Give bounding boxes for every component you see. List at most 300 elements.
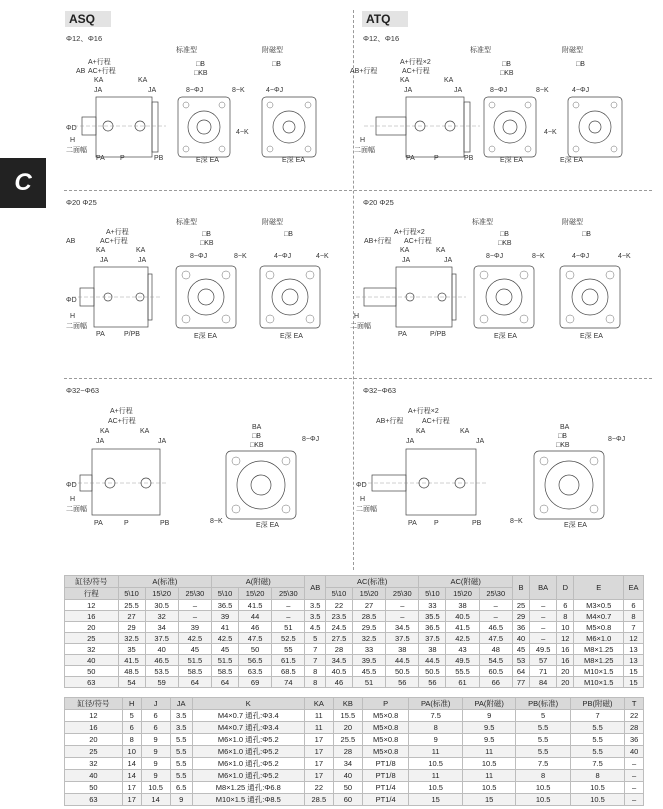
dim-k-holes-atq: 8−K	[536, 87, 549, 94]
table2-cell: 10.5	[462, 782, 516, 794]
table2-cell: 5.5	[570, 722, 624, 734]
table1-cell: –	[479, 600, 512, 611]
table2-header-cell: PA(标准)	[409, 698, 463, 710]
th-stroke-range: 25\30	[479, 588, 512, 600]
table2-header-cell: PB(附磁)	[570, 698, 624, 710]
dim-j-holes-r2-atq: 8−ΦJ	[486, 253, 504, 260]
row-divider-2	[64, 378, 652, 379]
table1-cell: 38	[419, 644, 446, 655]
table2-cell: M5×0.8	[362, 710, 409, 722]
dim-e-ea-r3: E深 EA	[256, 522, 279, 529]
table2-header-cell: KA	[304, 698, 333, 710]
table1-cell: 53.5	[145, 666, 178, 677]
dim-e-ea-atq: E深 EA	[500, 157, 523, 164]
table1-cell: 27.5	[326, 633, 353, 644]
dim-k-holes-r2-mag: 4−K	[316, 253, 329, 260]
table-row	[65, 633, 644, 644]
table1-cell: 61.5	[272, 655, 305, 666]
table1-cell: 84	[530, 677, 557, 688]
table1-cell: 41	[212, 622, 239, 633]
dim-sq-b-atq-mag: □B	[576, 61, 585, 68]
dim-ka-r3: KA	[100, 428, 110, 435]
dim-pb-r3-atq: PB	[472, 520, 482, 527]
table2-header-row	[65, 698, 644, 710]
dim-p-atq: P	[434, 155, 439, 162]
table1-cell: M10×1.5	[574, 666, 624, 677]
table2-cell: 5.5	[170, 746, 192, 758]
table1-cell: –	[530, 611, 557, 622]
table1-cell: 13	[623, 644, 643, 655]
table2-cell: 5.5	[516, 746, 570, 758]
table2-cell: 14	[141, 794, 170, 806]
table1-cell: 47.5	[479, 633, 512, 644]
dim-j-holes-atq-mag: 4−ΦJ	[572, 87, 590, 94]
table2-cell: 50	[65, 782, 123, 794]
dim-k-holes-r3: 8−K	[210, 518, 223, 525]
dim-j-holes: 8−ΦJ	[186, 87, 204, 94]
table1-cell: 35.5	[419, 611, 446, 622]
table1-cell: 33	[352, 644, 385, 655]
table1-cell: 10	[557, 622, 574, 633]
table2-cell: 5.5	[570, 746, 624, 758]
table1-cell: 48	[479, 644, 512, 655]
dim-k-holes-r2: 8−K	[234, 253, 247, 260]
table1-cell: M4×0.7	[574, 611, 624, 622]
section-label-asq-32-63: Φ32~Φ63	[66, 386, 100, 395]
dim-ja: JA	[94, 87, 103, 94]
dim-ab-stroke-r2: AB+行程	[364, 238, 392, 245]
table2-cell: 5.5	[170, 758, 192, 770]
table1-cell: 77	[512, 677, 529, 688]
table1-cell: 37.5	[386, 633, 419, 644]
dim-k-holes-r2-atq-mag: 4−K	[618, 253, 631, 260]
table2-cell: 10.5	[570, 794, 624, 806]
table1-cell: 63.5	[238, 666, 271, 677]
dim-sq-b-mag: □B	[272, 61, 281, 68]
table2-header-cell: PA(附磁)	[462, 698, 516, 710]
table1-cell: –	[479, 611, 512, 622]
dim-pa-r3-atq: PA	[408, 520, 417, 527]
dim-ja-r2-atq: JA	[402, 257, 411, 264]
table1-cell: –	[386, 600, 419, 611]
dim-e-ea-r2-mag: E深 EA	[280, 333, 303, 340]
table1-cell: 50	[65, 666, 119, 677]
table1-cell: 22	[326, 600, 353, 611]
dim-p: P	[120, 155, 125, 162]
table1-cell: 28.5	[352, 611, 385, 622]
table1-cell: 34.5	[386, 622, 419, 633]
table1-cell: –	[530, 622, 557, 633]
section-label-atq-12-16: Φ12、Φ16	[363, 34, 400, 43]
table-row	[65, 710, 644, 722]
table2-cell: 7	[570, 710, 624, 722]
drawing-asq-20-25	[66, 212, 348, 362]
table2-cell: 8	[409, 722, 463, 734]
dim-two-flat: 二面幅	[66, 147, 87, 154]
dim-ja-atq-2: JA	[454, 87, 463, 94]
table2-cell: 9	[170, 794, 192, 806]
table1-cell: 37.5	[419, 633, 446, 644]
table2-cell: 3.5	[170, 722, 192, 734]
table2-cell: 5	[516, 710, 570, 722]
dim-j-holes-r3-atq: 8−ΦJ	[608, 436, 626, 443]
table2-cell: PT1/8	[362, 758, 409, 770]
table2-cell: 14	[122, 770, 141, 782]
table1-cell: 3.5	[305, 611, 326, 622]
dim-ab-r2: AB	[66, 238, 76, 245]
table2-cell: 3.5	[170, 710, 192, 722]
table1-cell: 3.5	[305, 600, 326, 611]
dim-sq-b-r2: □B	[202, 231, 211, 238]
table2-cell: 17	[122, 794, 141, 806]
table1-cell: 45	[212, 644, 239, 655]
th-bore: 缸径/符号	[65, 576, 119, 588]
table-row	[65, 758, 644, 770]
table1-cell: 45	[178, 644, 211, 655]
dim-ac-stroke-atq: AC+行程	[402, 68, 430, 75]
dim-phi-d-r3-atq: ΦD	[356, 482, 367, 489]
label-magnetic-r2-atq: 附磁型	[562, 219, 583, 226]
table1-cell: 59	[145, 677, 178, 688]
table1-cell: 44.5	[386, 655, 419, 666]
dim-ac-stroke-r2-atq: AC+行程	[404, 238, 432, 245]
dim-p-r3: P	[124, 520, 129, 527]
table2-cell: 9	[141, 734, 170, 746]
th-ac-standard: AC(标准)	[326, 576, 419, 588]
table1-cell: M3×0.5	[574, 600, 624, 611]
dim-ac-stroke: AC+行程	[88, 68, 116, 75]
table1-cell: 23.5	[326, 611, 353, 622]
table1-cell: 30.5	[145, 600, 178, 611]
dim-ja-r2: JA	[100, 257, 109, 264]
table-row	[65, 666, 644, 677]
table1-cell: 50.5	[386, 666, 419, 677]
dim-ka-atq-2: KA	[444, 77, 454, 84]
table1-cell: 41.5	[238, 600, 271, 611]
th-ac-magnetic: AC(附磁)	[419, 576, 512, 588]
table2-cell: 17	[304, 758, 333, 770]
table2-cell: 25.5	[333, 734, 362, 746]
table-row	[65, 782, 644, 794]
table1-cell: 13	[623, 655, 643, 666]
table1-cell: 29	[118, 622, 145, 633]
table2-cell: 5.5	[516, 734, 570, 746]
table2-cell: 10.5	[409, 758, 463, 770]
table1-cell: –	[178, 600, 211, 611]
dim-sq-b-r3-atq: □B	[558, 433, 567, 440]
table2-cell: 28	[333, 746, 362, 758]
table2-cell: 36	[625, 734, 644, 746]
table2-cell: 8	[516, 770, 570, 782]
dim-h-r2: H	[70, 313, 76, 320]
dim-k-holes-mag: 4−K	[236, 129, 249, 136]
dim-sq-b-r2-atq-mag: □B	[582, 231, 591, 238]
table1-cell: 56	[386, 677, 419, 688]
th-e: E	[574, 576, 624, 600]
dim-ka-r2-2: KA	[136, 247, 146, 254]
table1-cell: –	[530, 600, 557, 611]
table2-cell: M6×1.0 通孔:Φ5.2	[192, 758, 304, 770]
dim-k-holes-atq-mag: 4−K	[544, 129, 557, 136]
table1-cell: 16	[557, 644, 574, 655]
table1-cell: 27	[352, 600, 385, 611]
table1-cell: 53	[512, 655, 529, 666]
table2-cell: –	[625, 794, 644, 806]
table2-cell: 63	[65, 794, 123, 806]
dim-p-pb-r2: P/PB	[124, 331, 140, 338]
table2-cell: –	[625, 758, 644, 770]
th-stroke-range: 5\10	[419, 588, 446, 600]
table2-cell: 5.5	[570, 734, 624, 746]
table2-cell: 11	[304, 722, 333, 734]
table1-cell: 42.5	[446, 633, 479, 644]
th-stroke-range: 25\30	[178, 588, 211, 600]
table2-cell: 17	[304, 746, 333, 758]
table1-cell: 7	[305, 655, 326, 666]
table1-cell: 52.5	[272, 633, 305, 644]
table2-cell: 28	[625, 722, 644, 734]
dim-j-holes-r2: 8−ΦJ	[190, 253, 208, 260]
table1-cell: 40	[145, 644, 178, 655]
table2-cell: 6	[141, 722, 170, 734]
table2-cell: 60	[333, 794, 362, 806]
dim-pa-r2: PA	[96, 331, 105, 338]
table1-cell: 12	[65, 600, 119, 611]
table1-cell: 16	[557, 655, 574, 666]
table1-cell: 29.5	[352, 622, 385, 633]
table2-header-cell: P	[362, 698, 409, 710]
table2-cell: 9.5	[462, 734, 516, 746]
table2-cell: 10.5	[516, 782, 570, 794]
table2-cell: 40	[625, 746, 644, 758]
dim-ab-stroke: AB+行程	[350, 68, 378, 75]
table1-cell: 32	[145, 611, 178, 622]
th-stroke-range: 15\20	[446, 588, 479, 600]
table1-cell: 38	[386, 644, 419, 655]
table1-cell: 40.5	[326, 666, 353, 677]
dim-two-flat-r2: 二面幅	[66, 323, 87, 330]
table2-cell: 10.5	[141, 782, 170, 794]
table1-cell: –	[178, 611, 211, 622]
table2-cell: 11	[462, 770, 516, 782]
table2-cell: 5.5	[170, 734, 192, 746]
table2-cell: 15.5	[333, 710, 362, 722]
table1-cell: 7	[305, 644, 326, 655]
table1-cell: 64	[212, 677, 239, 688]
table-row	[65, 622, 644, 633]
table1-cell: 16	[65, 611, 119, 622]
dim-ka-r2-atq-2: KA	[436, 247, 446, 254]
dim-two-flat-r2-atq: 二面幅	[350, 323, 371, 330]
table1-cell: 46.5	[145, 655, 178, 666]
label-standard-r2-atq: 标准型	[472, 219, 493, 226]
table1-cell: M5×0.8	[574, 622, 624, 633]
table1-cell: 69	[238, 677, 271, 688]
table1-cell: 33	[419, 600, 446, 611]
dim-ka: KA	[94, 77, 104, 84]
dim-two-flat-atq: 二面幅	[354, 147, 375, 154]
table1-cell: 20	[557, 666, 574, 677]
table1-cell: 42.5	[178, 633, 211, 644]
table1-cell: 39	[178, 622, 211, 633]
table1-cell: 39	[212, 611, 239, 622]
table2-cell: M10×1.5 通孔:Φ8.5	[192, 794, 304, 806]
dim-sq-kb-r2: □KB	[200, 240, 214, 247]
dim-sq-kb: □KB	[194, 70, 208, 77]
table2-cell: 34	[333, 758, 362, 770]
dim-sq-kb-atq: □KB	[500, 70, 514, 77]
table1-cell: 32.5	[118, 633, 145, 644]
table-row	[65, 644, 644, 655]
table1-cell: 50	[238, 644, 271, 655]
dim-ja-r3: JA	[96, 438, 105, 445]
dim-h-atq: H	[360, 137, 366, 144]
dimension-table-1	[64, 575, 644, 688]
dim-h: H	[70, 137, 76, 144]
table1-cell: 20	[557, 677, 574, 688]
table1-cell: 74	[272, 677, 305, 688]
table1-cell: –	[386, 611, 419, 622]
label-magnetic: 附磁型	[262, 47, 283, 54]
row-divider-1	[64, 190, 652, 191]
table1-cell: 8	[557, 611, 574, 622]
table2-cell: 9	[141, 746, 170, 758]
table1-cell: 45	[512, 644, 529, 655]
table1-cell: 15	[623, 666, 643, 677]
table1-cell: 37.5	[145, 633, 178, 644]
dim-two-flat-r3-atq: 二面幅	[356, 506, 377, 513]
table1-cell: 51.5	[212, 655, 239, 666]
table2-cell: 40	[65, 770, 123, 782]
label-magnetic-r2: 附磁型	[262, 219, 283, 226]
model-tag-atq: ATQ	[362, 11, 408, 27]
table2-cell: 16	[65, 722, 123, 734]
dim-k-holes-r3-atq: 8−K	[510, 518, 523, 525]
table1-cell: –	[530, 633, 557, 644]
table2-cell: 25	[65, 746, 123, 758]
dim-k-holes-r2-atq: 8−K	[532, 253, 545, 260]
dim-ac-stroke-r2: AC+行程	[100, 238, 128, 245]
drawing-atq-20-25	[350, 212, 650, 362]
dim-ja-r2-atq-2: JA	[444, 257, 453, 264]
table2-cell: 5	[122, 710, 141, 722]
table2-cell: 6	[122, 722, 141, 734]
table1-cell: 35	[118, 644, 145, 655]
table-row	[65, 734, 644, 746]
table1-cell: 51.5	[178, 655, 211, 666]
table1-cell: 60.5	[479, 666, 512, 677]
table1-header-row-1	[65, 576, 644, 588]
table2-cell: 10	[122, 746, 141, 758]
table1-cell: 36	[512, 622, 529, 633]
dim-j-holes-r3: 8−ΦJ	[302, 436, 320, 443]
table2-cell: 5.5	[516, 722, 570, 734]
table1-cell: 46	[238, 622, 271, 633]
table2-cell: 15	[409, 794, 463, 806]
th-stroke-range: 15\20	[145, 588, 178, 600]
dim-a-stroke: A+行程	[88, 59, 111, 66]
dim-ka-r3-2: KA	[140, 428, 150, 435]
table1-cell: 8	[305, 677, 326, 688]
dim-pa-atq: PA	[406, 155, 415, 162]
table1-cell: 49.5	[530, 644, 557, 655]
dim-ab: AB	[76, 68, 86, 75]
table2-cell: 14	[122, 758, 141, 770]
section-label-asq-12-16: Φ12、Φ16	[66, 34, 103, 43]
dim-ka-atq: KA	[400, 77, 410, 84]
th-stroke: 行程	[65, 588, 119, 600]
dim-pa-r2-atq: PA	[398, 331, 407, 338]
drawing-asq-32-63	[66, 405, 348, 545]
dim-e-ea-mag: E深 EA	[282, 157, 305, 164]
table2-cell: M5×0.8	[362, 734, 409, 746]
table2-cell: 8	[570, 770, 624, 782]
table2-cell: 17	[304, 734, 333, 746]
table2-cell: PT1/4	[362, 782, 409, 794]
th-d: D	[557, 576, 574, 600]
table1-cell: 49.5	[446, 655, 479, 666]
dim-sq-kb-r3-atq: □KB	[556, 442, 570, 449]
table2-cell: 12	[65, 710, 123, 722]
table1-cell: M10×1.5	[574, 677, 624, 688]
table1-cell: 25	[65, 633, 119, 644]
label-standard: 标准型	[176, 47, 197, 54]
table2-cell: 40	[333, 770, 362, 782]
table2-header-cell: K	[192, 698, 304, 710]
table1-cell: 5	[305, 633, 326, 644]
table2-header-cell: H	[122, 698, 141, 710]
table1-cell: 32	[65, 644, 119, 655]
th-stroke-range: 5\10	[212, 588, 239, 600]
table1-cell: –	[272, 600, 305, 611]
dim-j-holes-mag: 4−ΦJ	[266, 87, 284, 94]
table2-cell: 17	[122, 782, 141, 794]
table1-cell: 36.5	[212, 600, 239, 611]
table1-cell: M8×1.25	[574, 644, 624, 655]
table1-cell: 28	[326, 644, 353, 655]
dim-ja-r2-2: JA	[138, 257, 147, 264]
table2-cell: 9	[462, 710, 516, 722]
dim-sq-kb-r3: □KB	[250, 442, 264, 449]
table-row	[65, 794, 644, 806]
table2-cell: 17	[304, 770, 333, 782]
dim-pb: PB	[154, 155, 164, 162]
table2-cell: 9.5	[462, 722, 516, 734]
table1-cell: 41.5	[118, 655, 145, 666]
dim-p-pb-r2-atq: P/PB	[430, 331, 446, 338]
table2-header-cell: 缸径/符号	[65, 698, 123, 710]
dim-ja-2: JA	[148, 87, 157, 94]
dim-e-ea-r2-atq-mag: E深 EA	[580, 333, 603, 340]
dim-e-ea-atq-mag: E深 EA	[560, 157, 583, 164]
table2-cell: PT1/8	[362, 770, 409, 782]
table2-cell: M6×1.0 通孔:Φ5.2	[192, 734, 304, 746]
dim-ka-r2: KA	[96, 247, 106, 254]
table1-cell: 25.5	[118, 600, 145, 611]
table2-cell: –	[625, 782, 644, 794]
dim-k-holes: 8−K	[232, 87, 245, 94]
dim-ja-r3-atq: JA	[406, 438, 415, 445]
table2-header-cell: J	[141, 698, 170, 710]
label-standard-r2: 标准型	[176, 219, 197, 226]
table1-cell: 45.5	[352, 666, 385, 677]
table1-cell: 55.5	[446, 666, 479, 677]
dim-a-stroke-r2: A+行程	[106, 229, 129, 236]
dim-two-flat-r3: 二面幅	[66, 506, 87, 513]
table1-cell: 40.5	[446, 611, 479, 622]
dim-ba-r3: BA	[252, 424, 262, 431]
table-row	[65, 746, 644, 758]
